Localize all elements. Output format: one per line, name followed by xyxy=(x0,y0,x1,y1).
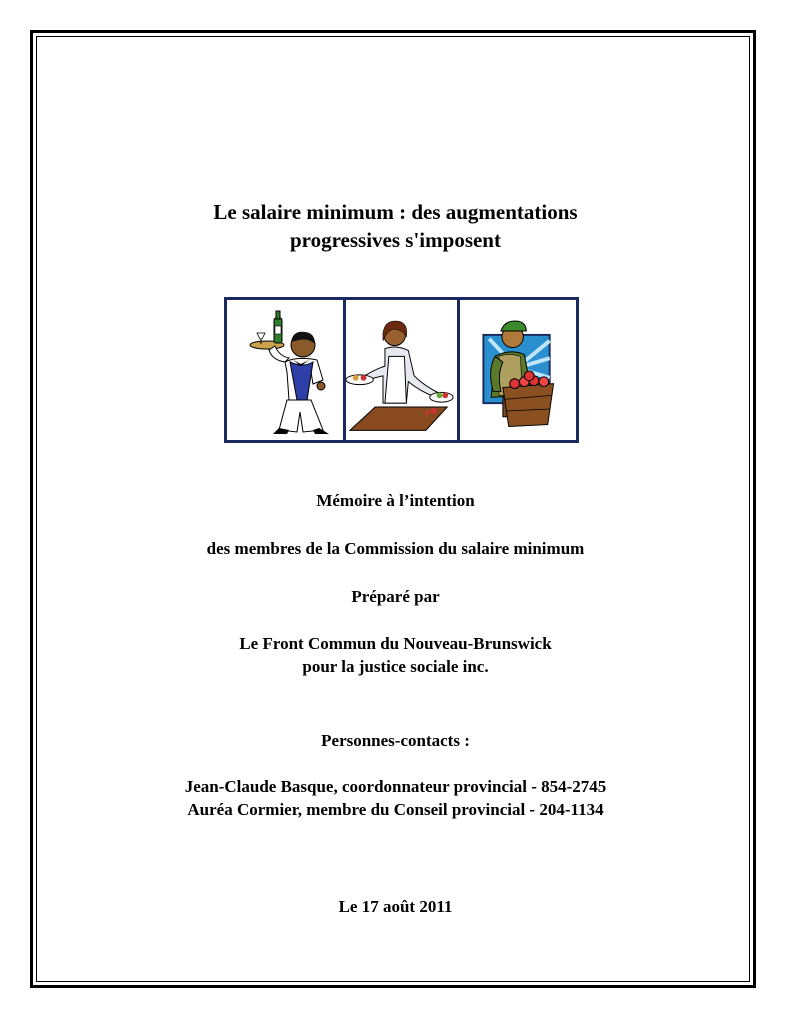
waiter-icon xyxy=(227,300,343,440)
contact-basque: Jean-Claude Basque, coordonnateur provincial - 854-2745 xyxy=(184,777,607,796)
farm-worker-icon xyxy=(460,300,576,440)
organization-line-1: Le Front Commun du Nouveau-Brunswick xyxy=(239,634,552,653)
document-title xyxy=(0,198,791,254)
memoire-line: Mémoire à l’intention xyxy=(316,491,475,510)
membres-line: des membres de la Commission du salaire minimum xyxy=(206,539,585,558)
server-woman-illustration xyxy=(343,300,457,440)
illustration-strip xyxy=(224,297,579,443)
prepare-par-line: Préparé par xyxy=(351,587,440,606)
document-date: Le 17 août 2011 xyxy=(338,897,453,916)
contact-cormier: Auréa Cormier, membre du Conseil provincial - 204-1134 xyxy=(187,800,604,819)
title-line-2: progressives s'imposent xyxy=(290,228,501,252)
waiter-illustration xyxy=(227,300,343,440)
contacts-heading: Personnes-contacts : xyxy=(321,731,470,750)
title-line-1: Le salaire minimum : des augmentations xyxy=(213,200,578,224)
organization-line-2: pour la justice sociale inc. xyxy=(302,657,489,676)
server-icon xyxy=(346,300,457,440)
farm-worker-illustration xyxy=(457,300,576,440)
